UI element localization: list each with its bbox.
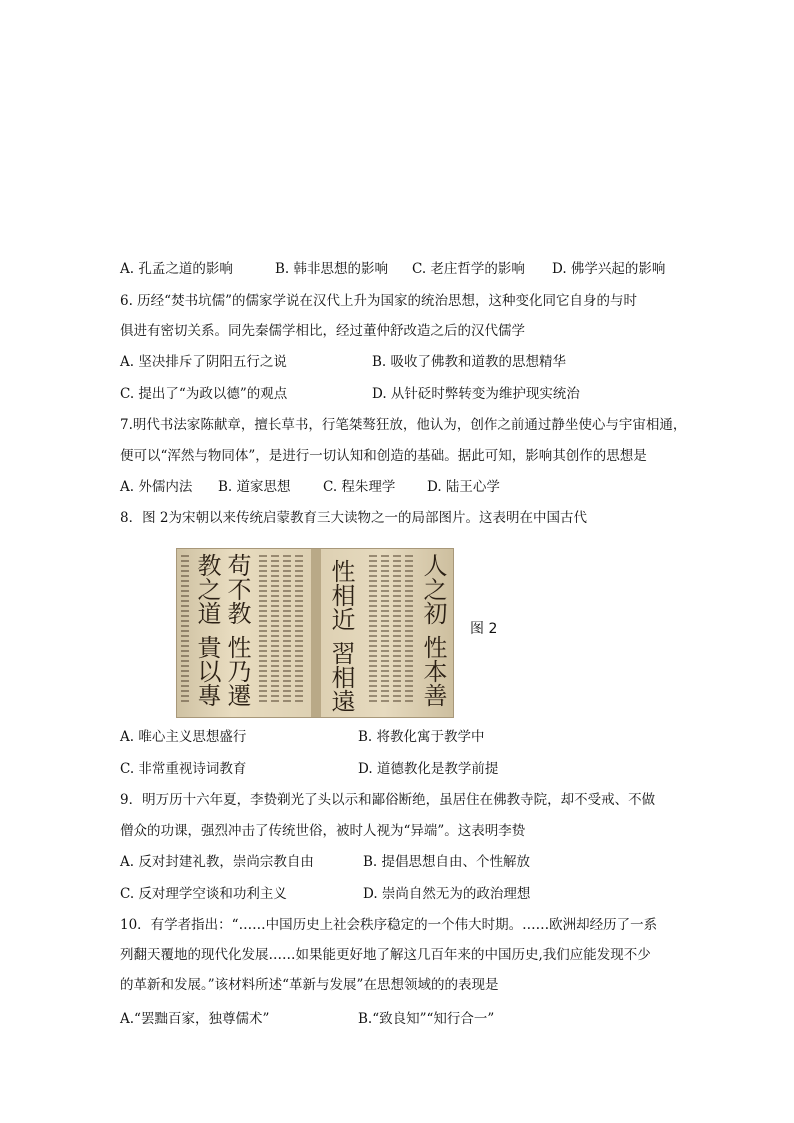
q5-option-a: A. 孔孟之道的影响 [120, 261, 233, 277]
q9-option-a: A. 反对封建礼教，崇尚宗教自由 [120, 854, 314, 870]
fig-small-text [405, 555, 413, 705]
fig-col-4: 習相遠 [327, 641, 355, 713]
fig-col-3: 性相近 [327, 559, 355, 631]
q9-stem-line2: 僧众的功课，强烈冲击了传统世俗，被时人视为“异端”。这表明李贽 [120, 823, 526, 839]
fig-small-text [295, 555, 303, 705]
q10-stem-line3: 的革新和发展。”该材料所述“革新与发展”在思想领域的的表现是 [120, 977, 499, 993]
q10-option-a: A.“罢黜百家，独尊儒术” [120, 1011, 270, 1027]
fig-col-8: 貴以專 [193, 635, 221, 707]
q7-option-d: D. 陆王心学 [427, 479, 500, 495]
q7-option-b: B. 道家思想 [218, 479, 291, 495]
q6-option-b: B. 吸收了佛教和道教的思想精华 [372, 354, 567, 370]
q7-option-c: C. 程朱理学 [323, 479, 396, 495]
fig-col-5: 苟不教 [223, 553, 251, 625]
figure-primer-image [176, 548, 454, 718]
q5-option-d: D. 佛学兴起的影响 [552, 261, 666, 277]
fig-col-1: 人之初 [419, 553, 447, 625]
q8-stem-line1: 8．图 2为宋朝以来传统启蒙教育三大读物之一的局部图片。这表明在中国古代 [120, 510, 587, 526]
fig-small-text [283, 555, 291, 705]
fig-small-text [181, 555, 189, 705]
fig-col-2: 性本善 [419, 635, 447, 707]
q7-stem-line2: 便可以“浑然与物同体”，是进行一切认知和创造的基础。据此可知，影响其创作的思想是 [120, 448, 647, 464]
fig-col-6: 性乃遷 [223, 635, 251, 707]
q6-option-d: D. 从针砭时弊转变为维护现实统治 [372, 386, 580, 402]
fig-col-7: 教之道 [193, 553, 221, 625]
q8-option-b: B. 将教化寓于教学中 [358, 729, 485, 745]
q6-option-c: C. 提出了“为政以德”的观点 [120, 386, 288, 402]
q5-option-c: C. 老庄哲学的影响 [412, 261, 525, 277]
q9-stem-line1: 9．明万历十六年夏，李贽剃光了头以示和鄙俗断绝，虽居住在佛教寺院，却不受戒、不做 [120, 792, 656, 808]
q7-option-a: A. 外儒内法 [120, 479, 193, 495]
fig-small-text [393, 555, 401, 705]
fig-small-text [381, 555, 389, 705]
q6-option-a: A. 坚决排斥了阴阳五行之说 [120, 354, 287, 370]
q9-option-b: B. 提倡思想自由、个性解放 [363, 854, 531, 870]
q5-option-b: B. 韩非思想的影响 [275, 261, 389, 277]
q9-option-d: D. 崇尚自然无为的政治理想 [363, 886, 531, 902]
q8-option-a: A. 唯心主义思想盛行 [120, 729, 247, 745]
figure-caption: 图 2 [470, 621, 498, 637]
q10-stem-line2: 列翻天覆地的现代化发展……如果能更好地了解这几百年来的中国历史,我们应能发现不少 [120, 947, 651, 963]
fig-small-text [369, 555, 377, 705]
fig-small-text [259, 555, 267, 705]
q6-stem-line2: 俱进有密切关系。同先秦儒学相比，经过董仲舒改造之后的汉代儒学 [120, 323, 525, 339]
q6-stem-line1: 6. 历经“焚书坑儒”的儒家学说在汉代上升为国家的统治思想，这种变化同它自身的与时 [120, 293, 637, 309]
q10-option-b: B.“致良知”“知行合一” [358, 1011, 495, 1027]
q8-option-d: D. 道德教化是教学前提 [358, 761, 499, 777]
q9-option-c: C. 反对理学空谈和功利主义 [120, 886, 287, 902]
fig-gutter [311, 549, 321, 717]
q8-option-c: C. 非常重视诗词教育 [120, 761, 247, 777]
q7-stem-line1: 7.明代书法家陈献章，擅长草书，行笔桀骜狂放，他认为，创作之前通过静坐使心与宇宙相通， [120, 417, 687, 433]
fig-small-text [271, 555, 279, 705]
q10-stem-line1: 10．有学者指出：“……中国历史上社会秩序稳定的一个伟大时期。……欧洲却经历了一系 [120, 917, 658, 933]
